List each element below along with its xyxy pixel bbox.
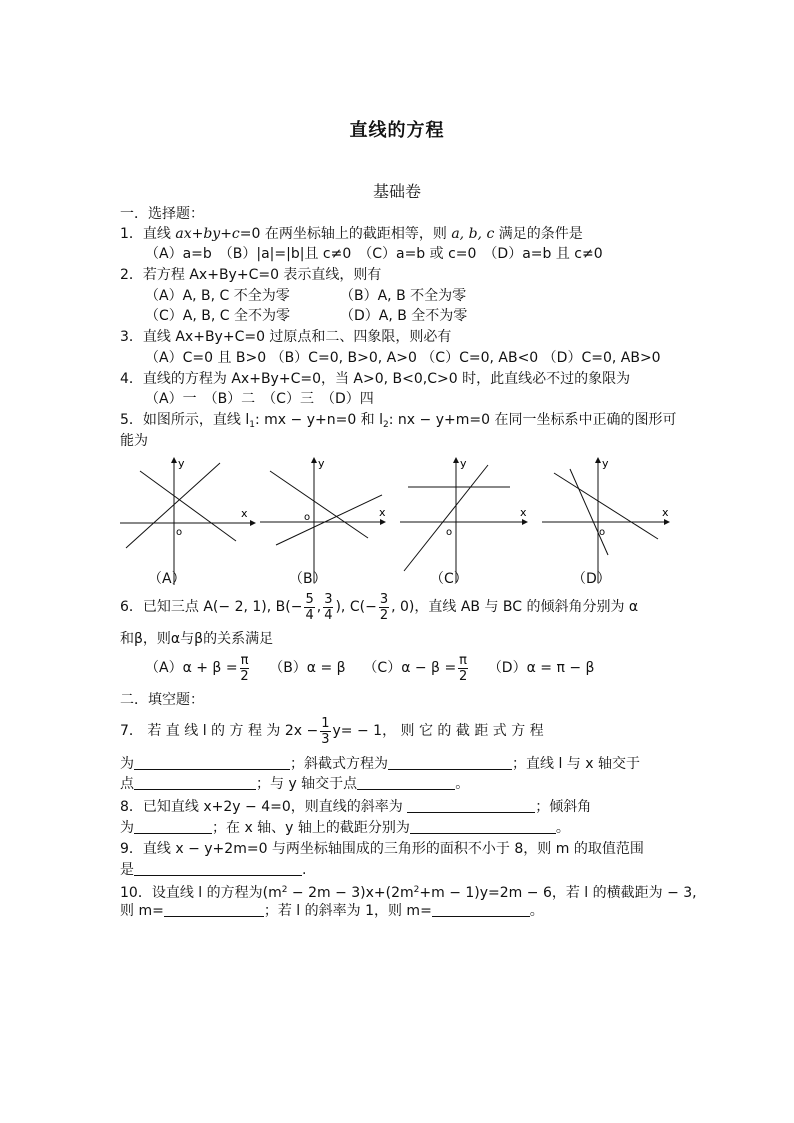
fraction: $\frac{3}{4}$	[324, 591, 333, 623]
section-choice-heading: 一．选择题：	[120, 206, 204, 222]
line-l2	[276, 495, 382, 545]
line-l2	[404, 465, 488, 571]
question-2-option-a: （A）A, B, C 不全为零	[145, 288, 290, 304]
question-6-stem-line2: 和β，则α与β的关系满足	[120, 631, 274, 647]
page-title: 直线的方程	[349, 120, 445, 141]
question-1-stem: 1．直线 ax+by+c=0 在两坐标轴上的截距相等，则 a, b, c 满足的条件是	[120, 226, 583, 242]
question-3-stem: 3．直线 Ax+By+C=0 过原点和二、四象限，则必有	[120, 329, 452, 345]
y-axis-arrow	[453, 457, 459, 463]
answer-blank[interactable]	[410, 819, 556, 834]
x-axis-arrow	[522, 519, 528, 525]
question-9-line2: 是 .	[120, 862, 307, 878]
answer-blank[interactable]	[357, 775, 455, 790]
fraction: $\frac{5}{4}$	[305, 591, 314, 623]
question-5-stem-line1: 5．如图所示，直线 $l_1$: mx − y+n=0 和 $l_2$: nx − y+m=0 在同一坐标系中正确的图形可	[120, 412, 677, 430]
y-axis-label: y	[318, 457, 325, 470]
question-10-line1: 10．设直线 l 的方程为$(m^2 - 2m - 3)x+(2m^2+m - 1)y=2m - 6$，若 l 的横截距为 − 3,	[120, 885, 697, 901]
origin-label: o	[304, 512, 311, 523]
line-l2	[554, 473, 658, 539]
answer-blank[interactable]	[432, 902, 530, 917]
graph-b	[258, 455, 418, 590]
x-axis-arrow	[250, 520, 256, 526]
question-4-stem: 4．直线的方程为 Ax+By+C=0，当 A>0, B<0,C>0 时，此直线必不过的象限为	[120, 371, 631, 387]
question-7-line1: 7． 若 直 线 l 的 方 程 为 2x − $\frac{1}{3}$ y= − 1， 则 它 的 截 距 式 方 程	[120, 715, 544, 747]
graph-c-label: （C）	[430, 571, 468, 587]
question-8-line2: 为 ；在 x 轴、y 轴上的截距分别为 。	[120, 820, 570, 836]
question-10-line2: 则 m= ；若 l 的斜率为 1，则 m= 。	[120, 903, 544, 919]
question-9-line1: 9．直线 x − y+2m=0 与两坐标轴围成的三角形的面积不小于 8，则 m 的取值范围	[120, 841, 644, 857]
graph-c-svg	[398, 455, 558, 590]
y-axis-arrow	[311, 457, 317, 463]
line-l1	[270, 471, 368, 538]
question-7-line2: 为 ；斜截式方程为 ；直线 l 与 x 轴交于	[120, 756, 640, 772]
graph-a-label: （A）	[148, 571, 186, 587]
fraction: $\frac{3}{2}$	[379, 591, 389, 623]
answer-blank[interactable]	[388, 755, 512, 770]
graph-a-svg	[118, 455, 278, 590]
x-axis-arrow	[664, 519, 670, 525]
graph-d	[540, 455, 700, 590]
fraction: $\frac{\pi}{2}$	[458, 652, 468, 684]
question-6-stem-line1: 6．已知三点 A(− 2, 1), B(− $\frac{5}{4}$ , $\frac{3}{4}$ ), C(− $\frac{3}{2}$ , 0)，直线 AB 与 BC 的倾斜角分别为 α	[120, 591, 639, 623]
graph-d-svg	[540, 455, 700, 590]
question-3-options: （A）C=0 且 B>0 （B）C=0, B>0, A>0 （C）C=0, AB<0 （D）C=0, AB>0	[145, 350, 661, 366]
answer-blank[interactable]	[134, 861, 302, 876]
x-axis-arrow	[380, 519, 386, 525]
y-axis-arrow	[595, 457, 601, 463]
question-1-options: （A）a=b （B）|a|=|b|且 c≠0 （C）a=b 或 c=0 （D）a=b 且 c≠0	[145, 246, 603, 262]
line-l1	[570, 469, 608, 555]
question-7-line3: 点 ；与 y 轴交于点 。	[120, 776, 470, 792]
y-axis-label: y	[178, 457, 185, 470]
graph-b-label: （B）	[289, 571, 327, 587]
x-axis-label: x	[241, 507, 248, 520]
fraction: $\frac{\pi}{2}$	[240, 652, 249, 684]
line-l2	[126, 463, 220, 548]
y-axis-label: y	[460, 457, 467, 470]
graph-b-svg	[258, 455, 418, 590]
origin-label: o	[446, 527, 453, 538]
origin-label: o	[599, 527, 606, 538]
y-axis-label: y	[602, 457, 609, 470]
y-axis-arrow	[171, 457, 177, 463]
line-l1	[140, 471, 236, 541]
question-4-options: （A）一 （B）二 （C）三 （D）四	[145, 391, 374, 407]
answer-blank[interactable]	[134, 819, 212, 834]
graph-a	[118, 455, 278, 590]
question-2-option-d: （D）A, B 全不为零	[340, 308, 468, 324]
answer-blank[interactable]	[134, 755, 290, 770]
x-axis-label: x	[379, 506, 386, 519]
question-6-options: （A）α + β = $\frac{\pi}{2}$ （B）α = β （C）α − β = $\frac{\pi}{2}$ （D）α = π − β	[145, 652, 595, 684]
graph-d-label: （D）	[572, 571, 611, 587]
question-8-line1: 8．已知直线 x+2y − 4=0，则直线的斜率为 ；倾斜角	[120, 799, 592, 815]
origin-label: o	[176, 527, 183, 538]
page-subtitle: 基础卷	[372, 182, 421, 201]
question-2-option-b: （B）A, B 不全为零	[340, 288, 467, 304]
answer-blank[interactable]	[134, 775, 256, 790]
answer-blank[interactable]	[164, 902, 264, 917]
question-2-option-c: （C）A, B, C 全不为零	[145, 308, 290, 324]
x-axis-label: x	[662, 506, 669, 519]
question-2-stem: 2．若方程 Ax+By+C=0 表示直线，则有	[120, 267, 382, 283]
x-axis-label: x	[520, 506, 527, 519]
question-5-stem-line2: 能为	[120, 433, 148, 449]
fraction: $\frac{1}{3}$	[321, 715, 330, 747]
graph-c	[398, 455, 558, 590]
section-fill-heading: 二．填空题：	[120, 692, 204, 708]
answer-blank[interactable]	[407, 798, 535, 813]
